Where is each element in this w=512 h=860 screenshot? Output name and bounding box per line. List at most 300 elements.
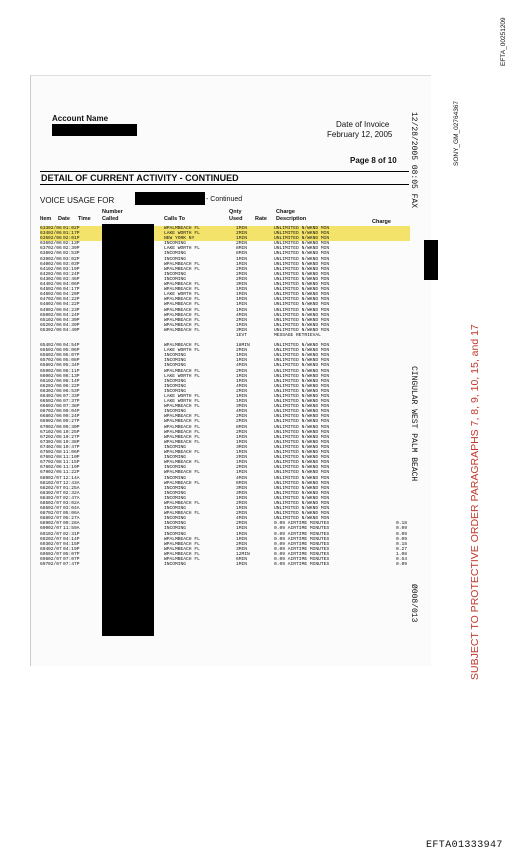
cell-item: 695 <box>40 551 49 557</box>
cell-mins: 1MIN <box>236 236 248 242</box>
cell-calls: LAKE WORTH FL <box>164 373 200 379</box>
cell-time: 04:54P <box>63 343 80 349</box>
cell-time: 04:40P <box>63 327 80 333</box>
cell-desc: UNLIMITED N/WKND MIN <box>274 261 330 267</box>
cell-calls: INCOMING <box>164 562 187 568</box>
cell-date: 02/06 <box>48 276 62 282</box>
cell-mins: 1MIN <box>236 358 248 364</box>
cell-item: 686 <box>40 506 49 512</box>
cell-item: 639 <box>40 256 49 262</box>
cell-desc: UNLIMITED N/WKND MIN <box>274 256 330 262</box>
cell-calls: WPALMBEACH FL <box>164 404 200 410</box>
cell-calls: WPALMBEACH FL <box>164 470 200 476</box>
cell-time: 04:19P <box>63 546 80 552</box>
redacted-account-name <box>52 124 137 136</box>
cell-desc: UNLIMITED N/WKND MIN <box>274 302 330 308</box>
cell-calls: WPALMBEACH FL <box>164 480 200 486</box>
cell-item: 663 <box>40 388 49 394</box>
fax-sender-name: CINGULAR WEST PALM BEACH <box>409 366 418 482</box>
cell-mins: 1MIN <box>236 531 248 537</box>
cell-time: 03:02P <box>63 256 80 262</box>
cell-calls: WPALMBEACH FL <box>164 302 200 308</box>
cell-time: 05:06A <box>63 511 80 517</box>
cell-time: 01:17P <box>63 231 80 237</box>
cell-date: 02/06 <box>48 465 62 471</box>
continued-label: - Continued <box>206 196 243 203</box>
cell-item: 678 <box>40 465 49 471</box>
cell-item: 633 <box>40 226 49 231</box>
cell-date: 02/06 <box>48 358 62 364</box>
cell-desc: 0.09 AIRTIME MINUTES <box>274 562 330 568</box>
cell-time: 05:34P <box>63 363 80 369</box>
cell-item: 655 <box>40 348 49 354</box>
cell-time: 07:38P <box>63 404 80 410</box>
col-time: Time <box>78 216 91 222</box>
cell-time: 04:06P <box>63 282 80 288</box>
cell-calls: WPALMBEACH FL <box>164 307 200 313</box>
cell-item: 687 <box>40 511 49 517</box>
cell-item: 681 <box>40 480 49 486</box>
cell-time: 11:22P <box>63 470 80 476</box>
cell-desc: UNLIMITED N/WKND MIN <box>274 368 330 374</box>
cell-desc: UNLIMITED N/WKND MIN <box>274 399 330 405</box>
bates-efta-footer: EFTA01333947 <box>426 840 503 851</box>
cell-date: 02/06 <box>48 470 62 476</box>
cell-mins: 3MIN <box>236 327 248 333</box>
cell-mins: 1MIN <box>236 302 248 308</box>
cell-item: 697 <box>40 562 49 568</box>
cell-item: 652 <box>40 322 49 328</box>
cell-item: 658 <box>40 363 49 369</box>
cell-item: 685 <box>40 500 49 506</box>
cell-calls: INCOMING <box>164 358 187 364</box>
cell-date: 02/06 <box>48 251 62 257</box>
redacted-phone-number <box>135 192 205 205</box>
cell-date: 02/06 <box>48 292 62 298</box>
cell-time: 04:39P <box>63 322 80 328</box>
cell-time: 06:13P <box>63 373 80 379</box>
cell-time: 05:27A <box>63 516 80 522</box>
cell-calls: WPALMBEACH FL <box>164 312 200 318</box>
cell-time: 09:27P <box>63 419 80 425</box>
protective-order-stamp: SUBJECT TO PROTECTIVE ORDER PARAGRAPHS 7, 8, 9, 10, 15, and 17 <box>469 324 481 680</box>
cell-calls: LAKE WORTH FL <box>164 394 200 399</box>
cell-date: 02/06 <box>48 271 62 277</box>
cell-mins: 1MIN <box>236 322 248 328</box>
voice-usage-label: VOICE USAGE FOR <box>40 196 115 205</box>
cell-desc: UNLIMITED N/WKND MIN <box>274 297 330 303</box>
cell-date: 02/06 <box>48 343 62 349</box>
cell-desc: 0.09 AIRTIME MINUTES <box>274 557 330 562</box>
cell-date: 02/07 <box>48 495 62 501</box>
cell-date: 02/08 <box>48 460 62 466</box>
cell-calls: WPALMBEACH FL <box>164 429 200 435</box>
cell-calls: WPALMBEACH FL <box>164 546 200 552</box>
cell-item: 635 <box>40 236 49 242</box>
cell-charge: 0.18 <box>396 541 408 547</box>
cell-item: 648 <box>40 302 49 308</box>
cell-item: 667 <box>40 409 49 415</box>
cell-mins: 1MIN <box>236 261 248 267</box>
cell-time: 03:45P <box>63 276 80 282</box>
cell-date: 02/06 <box>48 287 62 293</box>
cell-charge: 0.09 <box>396 562 408 568</box>
cell-mins: 2MIN <box>236 241 248 247</box>
cell-date: 02/06 <box>48 312 62 318</box>
cell-mins: 3MIN <box>236 490 248 496</box>
cell-time: 10:27P <box>63 434 80 440</box>
cell-time: 02:39P <box>63 246 80 252</box>
cell-calls: WPALMBEACH FL <box>164 551 200 557</box>
cell-calls: INCOMING <box>164 378 187 384</box>
cell-desc: UNLIMITED N/WKND MIN <box>274 358 330 364</box>
cell-date: 02/07 <box>48 551 62 557</box>
cell-calls: INCOMING <box>164 490 187 496</box>
cell-desc: UNLIMITED N/WKND MIN <box>274 394 330 399</box>
cell-time: 09:28A <box>63 521 80 527</box>
cell-date: 02/06 <box>48 246 62 252</box>
cell-date: 02/08 <box>48 455 62 461</box>
cell-mins: 2MIN <box>236 521 248 527</box>
cell-mins: 2MIN <box>236 414 248 420</box>
cell-item: 671 <box>40 429 49 435</box>
cell-calls: WPALMBEACH FL <box>164 419 200 425</box>
cell-item: 640 <box>40 261 49 267</box>
cell-calls: INCOMING <box>164 521 187 527</box>
cell-mins: 1MIN <box>236 378 248 384</box>
cell-item: 634 <box>40 231 49 237</box>
cell-date: 02/07 <box>48 557 62 562</box>
cell-mins: 6MIN <box>236 480 248 486</box>
cell-calls: INCOMING <box>164 271 187 277</box>
cell-desc: UNLIMITED N/WKND MIN <box>274 465 330 471</box>
cell-mins: 1MIN <box>236 536 248 542</box>
redacted-numbers-called <box>102 224 154 636</box>
cell-mins: 2MIN <box>236 455 248 461</box>
cell-date: 02/06 <box>48 307 62 313</box>
cell-mins: 4MIN <box>236 409 248 415</box>
cell-calls: INCOMING <box>164 475 187 481</box>
cell-desc: MESSAGE RETRIEVAL <box>274 332 321 338</box>
cell-mins: 8MIN <box>236 424 248 430</box>
cell-mins: 18MIN <box>236 343 250 349</box>
cell-item: 675 <box>40 450 49 456</box>
cell-date: 02/07 <box>48 475 62 481</box>
cell-item: 692 <box>40 536 49 542</box>
cell-time: 04:30P <box>63 317 80 323</box>
cell-calls: INCOMING <box>164 455 187 461</box>
cell-item: 683 <box>40 490 49 496</box>
cell-item: 649 <box>40 307 49 313</box>
cell-desc: UNLIMITED N/WKND MIN <box>274 434 330 440</box>
cell-item: 684 <box>40 495 49 501</box>
cell-mins: 1MIN <box>236 399 248 405</box>
cell-mins: 3MIN <box>236 282 248 288</box>
cell-date: 02/06 <box>48 394 62 399</box>
cell-date: 02/06 <box>48 409 62 415</box>
cell-calls: LAKE WORTH FL <box>164 348 200 354</box>
cell-mins: 4MIN <box>236 383 248 389</box>
cell-mins: 2MIN <box>236 368 248 374</box>
cell-desc: UNLIMITED N/WKND MIN <box>274 495 330 501</box>
cell-date: 02/06 <box>48 261 62 267</box>
cell-date: 02/07 <box>48 526 62 532</box>
cell-time: 09:30P <box>63 424 80 430</box>
cell-item: 647 <box>40 297 49 303</box>
cell-desc: UNLIMITED N/WKND MIN <box>274 475 330 481</box>
cell-charge: 0.18 <box>396 521 408 527</box>
cell-calls: NEW YORK NY <box>164 236 195 242</box>
cell-item: 691 <box>40 531 49 537</box>
cell-mins: 1MIN <box>236 297 248 303</box>
cell-date: 02/06 <box>48 368 62 374</box>
cell-item: 651 <box>40 317 49 323</box>
cell-charge: 0.09 <box>396 536 408 542</box>
cell-item: 661 <box>40 378 49 384</box>
col-date: Date <box>58 216 70 222</box>
account-name-label: Account Name <box>52 114 109 123</box>
cell-date: 02/06 <box>48 429 62 435</box>
cell-time: 03:03P <box>63 261 80 267</box>
cell-calls: WPALMBEACH FL <box>164 226 200 231</box>
cell-desc: UNLIMITED N/WKND MIN <box>274 226 330 231</box>
cell-item: 656 <box>40 353 49 359</box>
cell-calls: LAKE WORTH FL <box>164 231 200 237</box>
col-charge: Charge <box>372 219 391 225</box>
cell-item: 673 <box>40 439 49 445</box>
cell-mins: 2MIN <box>236 500 248 506</box>
cell-time: 03:24P <box>63 271 80 277</box>
cell-calls: WPALMBEACH FL <box>164 317 200 323</box>
cell-calls: WPALMBEACH FL <box>164 511 200 517</box>
cell-item: 650 <box>40 312 49 318</box>
cell-item: 672 <box>40 434 49 440</box>
cell-time: 09:24P <box>63 414 80 420</box>
cell-time: 05:07P <box>63 353 80 359</box>
cell-mins: 6MIN <box>236 557 248 562</box>
cell-date: 02/07 <box>48 536 62 542</box>
cell-item: 689 <box>40 521 49 527</box>
cell-calls: INCOMING <box>164 506 187 512</box>
cell-time: 04:14P <box>63 536 80 542</box>
bates-efta-side: EFTA_00251209 <box>500 17 507 66</box>
cell-desc: 0.09 AIRTIME MINUTES <box>274 541 330 547</box>
cell-mins: 2MIN <box>236 511 248 517</box>
cell-desc: UNLIMITED N/WKND MIN <box>274 271 330 277</box>
invoice-date-label: Date of Invoice <box>336 120 390 129</box>
cell-desc: UNLIMITED N/WKND MIN <box>274 404 330 410</box>
cell-mins: 4MIN <box>236 516 248 522</box>
cell-item: 694 <box>40 546 49 552</box>
cell-item: 680 <box>40 475 49 481</box>
cell-date: 02/07 <box>48 500 62 506</box>
cell-mins: 3MIN <box>236 444 248 450</box>
cell-desc: UNLIMITED N/WKND MIN <box>274 292 330 298</box>
cell-desc: 0.09 AIRTIME MINUTES <box>274 531 330 537</box>
cell-date: 02/07 <box>48 562 62 568</box>
cell-desc: UNLIMITED N/WKND MIN <box>274 327 330 333</box>
cell-item: 668 <box>40 414 49 420</box>
cell-time: 06:11P <box>63 368 80 374</box>
cell-mins: 2MIN <box>236 266 248 272</box>
cell-calls: INCOMING <box>164 276 187 282</box>
cell-calls: LAKE WORTH FL <box>164 292 200 298</box>
cell-mins: 1MIN <box>236 287 248 293</box>
cell-desc: UNLIMITED N/WKND MIN <box>274 516 330 522</box>
cell-desc: UNLIMITED N/WKND MIN <box>274 378 330 384</box>
cell-calls: WPALMBEACH FL <box>164 287 200 293</box>
cell-calls: INCOMING <box>164 251 187 257</box>
cell-item: 679 <box>40 470 49 476</box>
cell-mins: 1MIN <box>236 526 248 532</box>
cell-desc: UNLIMITED N/WKND MIN <box>274 251 330 257</box>
cell-mins: 12MIN <box>236 551 250 557</box>
cell-date: 02/08 <box>48 450 62 456</box>
cell-mins: 2MIN <box>236 541 248 547</box>
cell-date: 02/06 <box>48 404 62 410</box>
cell-mins: 2MIN <box>236 419 248 425</box>
cell-desc: UNLIMITED N/WKND MIN <box>274 348 330 354</box>
cell-desc: UNLIMITED N/WKND MIN <box>274 429 330 435</box>
cell-mins: 1MIN <box>236 495 248 501</box>
cell-date: 02/07 <box>48 506 62 512</box>
table-row <box>40 333 410 338</box>
cell-mins: 1MIN <box>236 562 248 568</box>
cell-time: 02:01P <box>63 236 80 242</box>
cell-date: 02/06 <box>48 414 62 420</box>
cell-desc: UNLIMITED N/WKND MIN <box>274 424 330 430</box>
cell-date: 02/06 <box>48 373 62 379</box>
cell-mins: 1MIN <box>236 460 248 466</box>
cell-time: 03:19P <box>63 266 80 272</box>
cell-date: 02/07 <box>48 480 62 486</box>
cell-time: 11:15P <box>63 460 80 466</box>
cell-mins: 2MIN <box>236 231 248 237</box>
cell-time: 02:53P <box>63 251 80 257</box>
cell-time: 04:17P <box>63 287 80 293</box>
cell-time: 03:04A <box>63 506 80 512</box>
cell-mins: 8MIN <box>236 251 248 257</box>
invoice-date-value: February 12, 2005 <box>327 130 393 139</box>
cell-desc: UNLIMITED N/WKND MIN <box>274 363 330 369</box>
cell-calls: WPALMBEACH FL <box>164 266 200 272</box>
cell-charge: 0.09 <box>396 531 408 537</box>
cell-date: 02/07 <box>48 546 62 552</box>
cell-date: 02/06 <box>48 348 62 354</box>
cell-desc: UNLIMITED N/WKND MIN <box>274 511 330 517</box>
cell-desc: UNLIMITED N/WKND MIN <box>274 450 330 456</box>
cell-date: 02/06 <box>48 353 62 359</box>
cell-calls: WPALMBEACH FL <box>164 460 200 466</box>
cell-calls: WPALMBEACH FL <box>164 282 200 288</box>
cell-date: 02/07 <box>48 531 62 537</box>
cell-mins: 3MIN <box>236 485 248 491</box>
cell-date: 02/06 <box>48 327 62 333</box>
cell-calls: INCOMING <box>164 383 187 389</box>
cell-time: 06:53P <box>63 388 80 394</box>
cell-calls: LAKE WORTH FL <box>164 246 200 252</box>
cell-desc: UNLIMITED N/WKND MIN <box>274 373 330 379</box>
cell-mins: 1MIN <box>236 450 248 456</box>
cell-date: 02/07 <box>48 521 62 527</box>
cell-mins: 1MIN <box>236 434 248 440</box>
cell-date: 02/06 <box>48 241 62 247</box>
bates-sony-id: SONY_GM_02764367 <box>453 100 460 166</box>
col-calls-to: Calls To <box>164 216 185 222</box>
cell-item: 636 <box>40 241 49 247</box>
cell-calls: WPALMBEACH FL <box>164 297 200 303</box>
col-rate: Rate <box>255 216 267 222</box>
cell-date: 02/06 <box>48 231 62 237</box>
cell-desc: UNLIMITED N/WKND MIN <box>274 506 330 512</box>
cell-mins: 1MIN <box>236 256 248 262</box>
cell-date: 02/07 <box>48 516 62 522</box>
cell-mins: 4MIN <box>236 363 248 369</box>
cell-item: 659 <box>40 368 49 374</box>
cell-calls: INCOMING <box>164 256 187 262</box>
cell-desc: UNLIMITED N/WKND MIN <box>274 414 330 420</box>
cell-desc: UNLIMITED N/WKND MIN <box>274 388 330 394</box>
cell-calls: WPALMBEACH FL <box>164 343 200 349</box>
cell-desc: UNLIMITED N/WKND MIN <box>274 444 330 450</box>
cell-desc: UNLIMITED N/WKND MIN <box>274 322 330 328</box>
cell-item: 662 <box>40 383 49 389</box>
cell-desc: UNLIMITED N/WKND MIN <box>274 236 330 242</box>
cell-time: 10:25P <box>63 429 80 435</box>
cell-date: 02/06 <box>48 383 62 389</box>
cell-mins: 8MIN <box>236 246 248 252</box>
cell-date: 02/07 <box>48 485 62 491</box>
cell-desc: UNLIMITED N/WKND MIN <box>274 460 330 466</box>
cell-desc: UNLIMITED N/WKND MIN <box>274 343 330 349</box>
cell-date: 02/06 <box>48 297 62 303</box>
cell-date: 02/06 <box>48 302 62 308</box>
cell-time: 06:22P <box>63 383 80 389</box>
fax-page-number: Ø008/013 <box>409 584 418 623</box>
col-description: Description <box>276 216 307 222</box>
cell-time: 05:07P <box>63 551 80 557</box>
cell-item: 641 <box>40 266 49 272</box>
cell-calls: INCOMING <box>164 485 187 491</box>
cell-desc: UNLIMITED N/WKND MIN <box>274 480 330 486</box>
cell-desc: UNLIMITED N/WKND MIN <box>274 470 330 476</box>
cell-calls: WPALMBEACH FL <box>164 327 200 333</box>
cell-calls: WPALMBEACH FL <box>164 424 200 430</box>
cell-item: 688 <box>40 516 49 522</box>
cell-desc: UNLIMITED N/WKND MIN <box>274 500 330 506</box>
cell-mins: 2MIN <box>236 429 248 435</box>
cell-mins: 4MIN <box>236 475 248 481</box>
cell-desc: UNLIMITED N/WKND MIN <box>274 241 330 247</box>
cell-item: 690 <box>40 526 49 532</box>
cell-item: 696 <box>40 557 49 562</box>
cell-mins: 1MIN <box>236 506 248 512</box>
col-charge-top: Charge <box>276 209 295 215</box>
cell-date: 02/06 <box>48 266 62 272</box>
cell-date: 02/06 <box>48 388 62 394</box>
cell-time: 01:25A <box>63 485 80 491</box>
cell-calls: WPALMBEACH FL <box>164 434 200 440</box>
cell-calls: INCOMING <box>164 526 187 532</box>
call-detail-table <box>40 226 410 567</box>
cell-date: 02/08 <box>48 439 62 445</box>
cell-item: 693 <box>40 541 49 547</box>
cell-item: 653 <box>40 327 49 333</box>
cell-desc: UNLIMITED N/WKND MIN <box>274 439 330 445</box>
cell-date: 02/08 <box>48 434 62 440</box>
cell-time: 11:19P <box>63 465 80 471</box>
cell-time: 02:31P <box>63 531 80 537</box>
